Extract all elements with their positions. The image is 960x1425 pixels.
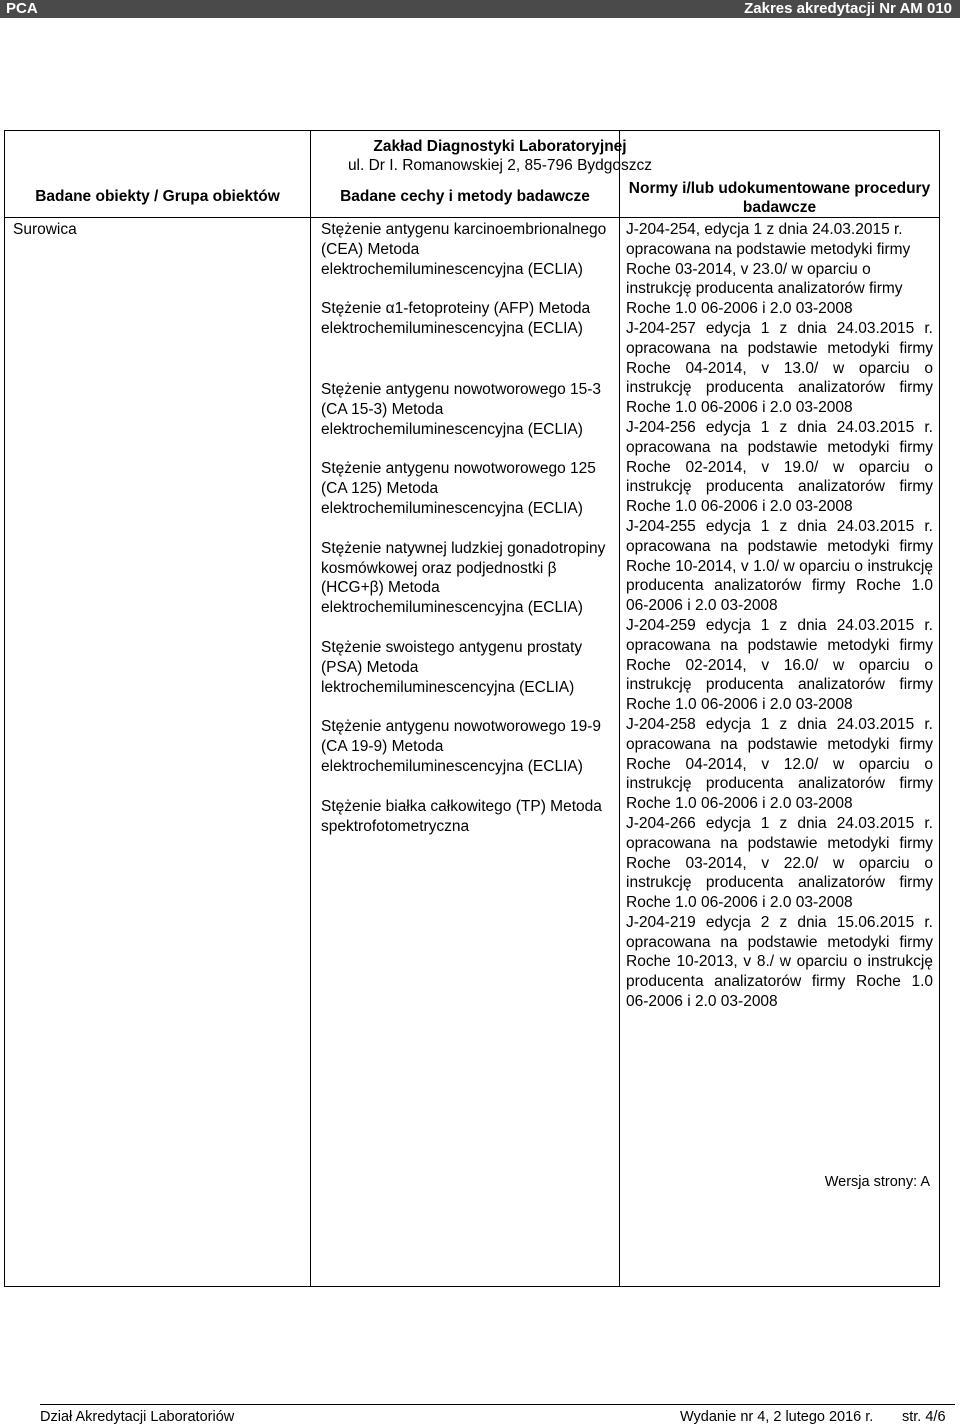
norm-item: J-204-259 edycja 1 z dnia 24.03.2015 r. opracowana na podstawie metodyki firmy Roche 02-2014, v 16.0/ w oparciu o instrukcję producenta analizatorów firmy Roche 1.0 06-2006 i 2.0 03-2008 bbox=[626, 616, 933, 714]
method-item: Stężenie antygenu nowotworowego 125 (CA 125) Metoda elektrochemiluminescencyjna (ECLIA) bbox=[321, 460, 596, 517]
footer-page-number: str. 4/6 bbox=[902, 1409, 946, 1425]
method-item: Stężenie swoistego antygenu prostaty (PSA) Metoda lektrochemiluminescencyjna (ECLIA) bbox=[321, 638, 583, 696]
footer-department: Dział Akredytacji Laboratoriów bbox=[40, 1409, 235, 1425]
footer-divider bbox=[40, 1404, 955, 1405]
methods-cell bbox=[311, 218, 620, 1287]
norm-item: J-204-266 edycja 1 z dnia 24.03.2015 r. opracowana na podstawie metodyki firmy Roche 03-2014, v 22.0/ w oparciu o instrukcję producenta analizatorów firmy Roche 1.0 06-2006 i 2.0 03-2008 bbox=[626, 814, 933, 912]
norm-item: J-204-219 edycja 2 z dnia 15.06.2015 r. opracowana na podstawie metodyki firmy Roche 10-2013, v 8./ w oparciu o instrukcję producenta analizatorów firmy Roche 1.0 06-2006 i 2.0 03-2008 bbox=[626, 913, 933, 1011]
page-header-bar bbox=[0, 0, 960, 18]
header-right-label: Zakres akredytacji Nr AM 010 bbox=[744, 0, 952, 17]
object-cell bbox=[5, 218, 311, 1287]
norm-item: J-204-255 edycja 1 z dnia 24.03.2015 r. opracowana na podstawie metodyki firmy Roche 10-2014, v 1.0/ w oparciu o instrukcję producenta analizatorów firmy Roche 1.0 06-2006 i 2.0 03-2008 bbox=[626, 517, 933, 615]
method-item: Stężenie antygenu nowotworowego 19-9 (CA 19-9) Metoda elektrochemiluminescencyjna (ECLIA) bbox=[321, 718, 602, 775]
method-item: Stężenie białka całkowitego (TP) Metoda spektrofotometryczna bbox=[321, 797, 602, 835]
header-methods: Badane cechy i metody badawcze bbox=[311, 131, 620, 218]
header-objects: Badane obiekty / Grupa obiektów bbox=[5, 131, 311, 218]
lab-name: Zakład Diagnostyki Laboratoryjnej bbox=[373, 138, 627, 155]
header-left-label: PCA bbox=[6, 0, 38, 17]
norms-cell bbox=[620, 218, 940, 1287]
object-name: Surowica bbox=[13, 221, 77, 238]
method-item: Stężenie antygenu nowotworowego 15-3 (CA 15-3) Metoda elektrochemiluminescencyjna (ECLIA) bbox=[321, 380, 602, 438]
lab-address: ul. Dr I. Romanowskiej 2, 85-796 Bydgoszcz bbox=[347, 157, 653, 174]
method-item: Stężenie natywnej ludzkiej gonadotropiny kosmówkowej oraz podjednostki β (HCG+β) Metoda elektrochemiluminescencyjna (ECLIA) bbox=[321, 539, 606, 617]
norm-item: J-204-258 edycja 1 z dnia 24.03.2015 r. opracowana na podstawie metodyki firmy Roche 04-2014, v 12.0/ w oparciu o instrukcję producenta analizatorów firmy Roche 1.0 06-2006 i 2.0 03-2008 bbox=[626, 715, 933, 813]
norm-item: J-204-256 edycja 1 z dnia 24.03.2015 r. opracowana na podstawie metodyki firmy Roche 02-2014, v 19.0/ w oparciu o instrukcję producenta analizatorów firmy Roche 1.0 06-2006 i 2.0 03-2008 bbox=[626, 418, 933, 516]
header-norms: Normy i/lub udokumentowane procedury badawcze bbox=[620, 131, 940, 218]
footer-edition: Wydanie nr 4, 2 lutego 2016 r. bbox=[680, 1409, 874, 1425]
method-item: Stężenie antygenu karcinoembrionalnego (CEA) Metoda elektrochemiluminescencyjna (ECLIA) bbox=[321, 221, 607, 278]
accreditation-table bbox=[4, 130, 940, 1287]
method-item: Stężenie α1-fetoproteiny (AFP) Metoda elektrochemiluminescencyjna (ECLIA) bbox=[321, 300, 591, 338]
page-version: Wersja strony: A bbox=[824, 1174, 930, 1190]
norm-item: J-204-254, edycja 1 z dnia 24.03.2015 r. opracowana na podstawie metodyki firmy Roche 03-2014, v 23.0/ w oparciu o instrukcję producenta analizatorów firmy Roche 1.0 06-2006 i 2.0 03-2008 bbox=[626, 221, 911, 318]
norm-item: J-204-257 edycja 1 z dnia 24.03.2015 r. opracowana na podstawie metodyki firmy Roche 04-2014, v 13.0/ w oparciu o instrukcję producenta analizatorów firmy Roche 1.0 06-2006 i 2.0 03-2008 bbox=[626, 319, 933, 417]
